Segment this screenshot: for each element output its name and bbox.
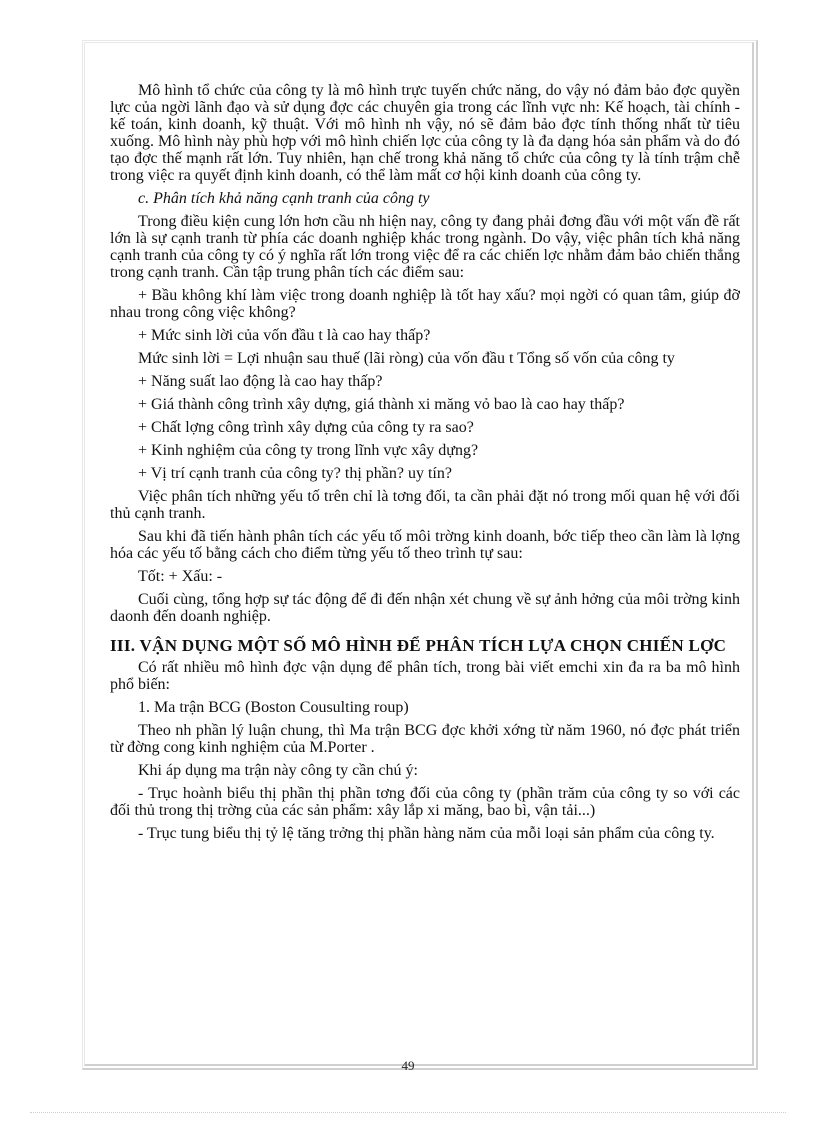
paragraph-quantify: Sau khi đã tiến hành phân tích các yếu tố môi trờng kinh doanh, bớc tiếp theo cần làm là lợng hóa các yếu tố bằng cách cho điểm từng yếu tố theo trình tự sau: xyxy=(110,528,740,562)
paragraph-org-model: Mô hình tổ chức của công ty là mô hình trực tuyến chức năng, do vậy nó đảm bảo đợc quyền lực của ngời lãnh đạo và sử dụng đợc các chuyên gia trong các lĩnh vực nh: Kế hoạch, tài chính - kế toán, kinh doanh, kỹ thuật. Với mô hình nh vậy, nó sẽ đảm bảo đợc tính thống nhất từ tiêu xuống. Mô hình này phù hợp với mô hình chiến lợc của công ty là đa dạng hóa sản phẩm và do đó tạo đợc thế mạnh rất lớn. Tuy nhiên, hạn chế trong khả năng tổ chức của công ty là tính trậm chễ trong việc ra quyết định kinh doanh, có thể làm mất cơ hội kinh doanh của công ty. xyxy=(110,82,740,184)
dash-horizontal-axis: - Trục hoành biểu thị phần thị phần tơng đối của công ty (phần trăm của công ty so với các đối thủ trong thị trờng của các sản phẩm: xây lắp xi măng, bao bì, vận tải...) xyxy=(110,785,740,819)
paragraph-competition-intro: Trong điều kiện cung lớn hơn cầu nh hiện nay, công ty đang phải đơng đầu với một vấn đề rất lớn là sự cạnh tranh từ phía các doanh nghiệp khác trong ngành. Do vậy, việc phân tích khả năng cạnh tranh của công ty có ý nghĩa rất lớn trong việc để ra các chiến lợc nhằm đảm bảo chiến thắng trong cạnh tranh. Cần tập trung phân tích các điểm sau: xyxy=(110,213,740,281)
paragraph-models-intro: Có rất nhiều mô hình đợc vận dụng để phân tích, trong bài viết emchi xin đa ra ba mô hình phổ biến: xyxy=(110,659,740,693)
bullet-experience: + Kinh nghiệm của công ty trong lĩnh vực xây dựng? xyxy=(138,442,479,459)
bullet-cost: + Giá thành công trình xây dựng, giá thành xi măng vỏ bao là cao hay thấp? xyxy=(138,396,625,413)
bottom-dotted-rule xyxy=(30,1112,786,1113)
page-number: 49 xyxy=(401,1058,415,1073)
paragraph-scoring: Tốt: + Xấu: - xyxy=(138,568,223,585)
bullet-work-atmosphere: + Bầu không khí làm việc trong doanh nghiệp là tốt hay xấu? mọi ngời có quan tâm, giúp đỡ nhau trong công việc không? xyxy=(110,287,740,321)
paragraph-bcg-origin: Theo nh phần lý luận chung, thì Ma trận BCG đợc khởi xớng từ năm 1960, nó đợc phát triển từ đờng cong kinh nghiệm của M.Porter . xyxy=(110,722,740,756)
bullet-return-on-capital: + Mức sinh lời của vốn đầu t là cao hay thấp? xyxy=(138,327,431,344)
item-bcg-matrix: 1. Ma trận BCG (Boston Cousulting roup) xyxy=(138,699,409,716)
bullet-quality: + Chất lợng công trình xây dựng của công ty ra sao? xyxy=(138,419,474,436)
dash-vertical-axis: - Trục tung biểu thị tỷ lệ tăng trởng thị phần hàng năm của mỗi loại sản phẩm của công ty. xyxy=(138,825,715,842)
bullet-position: + Vị trí cạnh tranh của công ty? thị phần? uy tín? xyxy=(138,465,452,482)
paragraph-relative-analysis: Việc phân tích những yếu tố trên chỉ là tơng đối, ta cần phải đặt nó trong mối quan hệ với đối thủ cạnh tranh. xyxy=(110,488,740,522)
document-body xyxy=(110,82,740,848)
bullet-labor-productivity: + Năng suất lao động là cao hay thấp? xyxy=(138,373,383,390)
paragraph-bcg-notes: Khi áp dụng ma trận này công ty cần chú ý: xyxy=(138,762,418,779)
subheading-competitiveness: c. Phân tích khả năng cạnh tranh của công ty xyxy=(138,190,430,207)
section-heading-iii: III. VẬN DỤNG MỘT SỐ MÔ HÌNH ĐỂ PHÂN TÍCH LỰA CHỌN CHIẾN LỢC xyxy=(110,636,727,655)
formula-return-rate: Mức sinh lời = Lợi nhuận sau thuế (lãi ròng) của vốn đầu t Tổng số vốn của công ty xyxy=(138,350,675,367)
paragraph-conclusion: Cuối cùng, tổng hợp sự tác động để đi đến nhận xét chung về sự ảnh hởng của môi trờng kinh daonh đến doanh nghiệp. xyxy=(110,591,740,625)
